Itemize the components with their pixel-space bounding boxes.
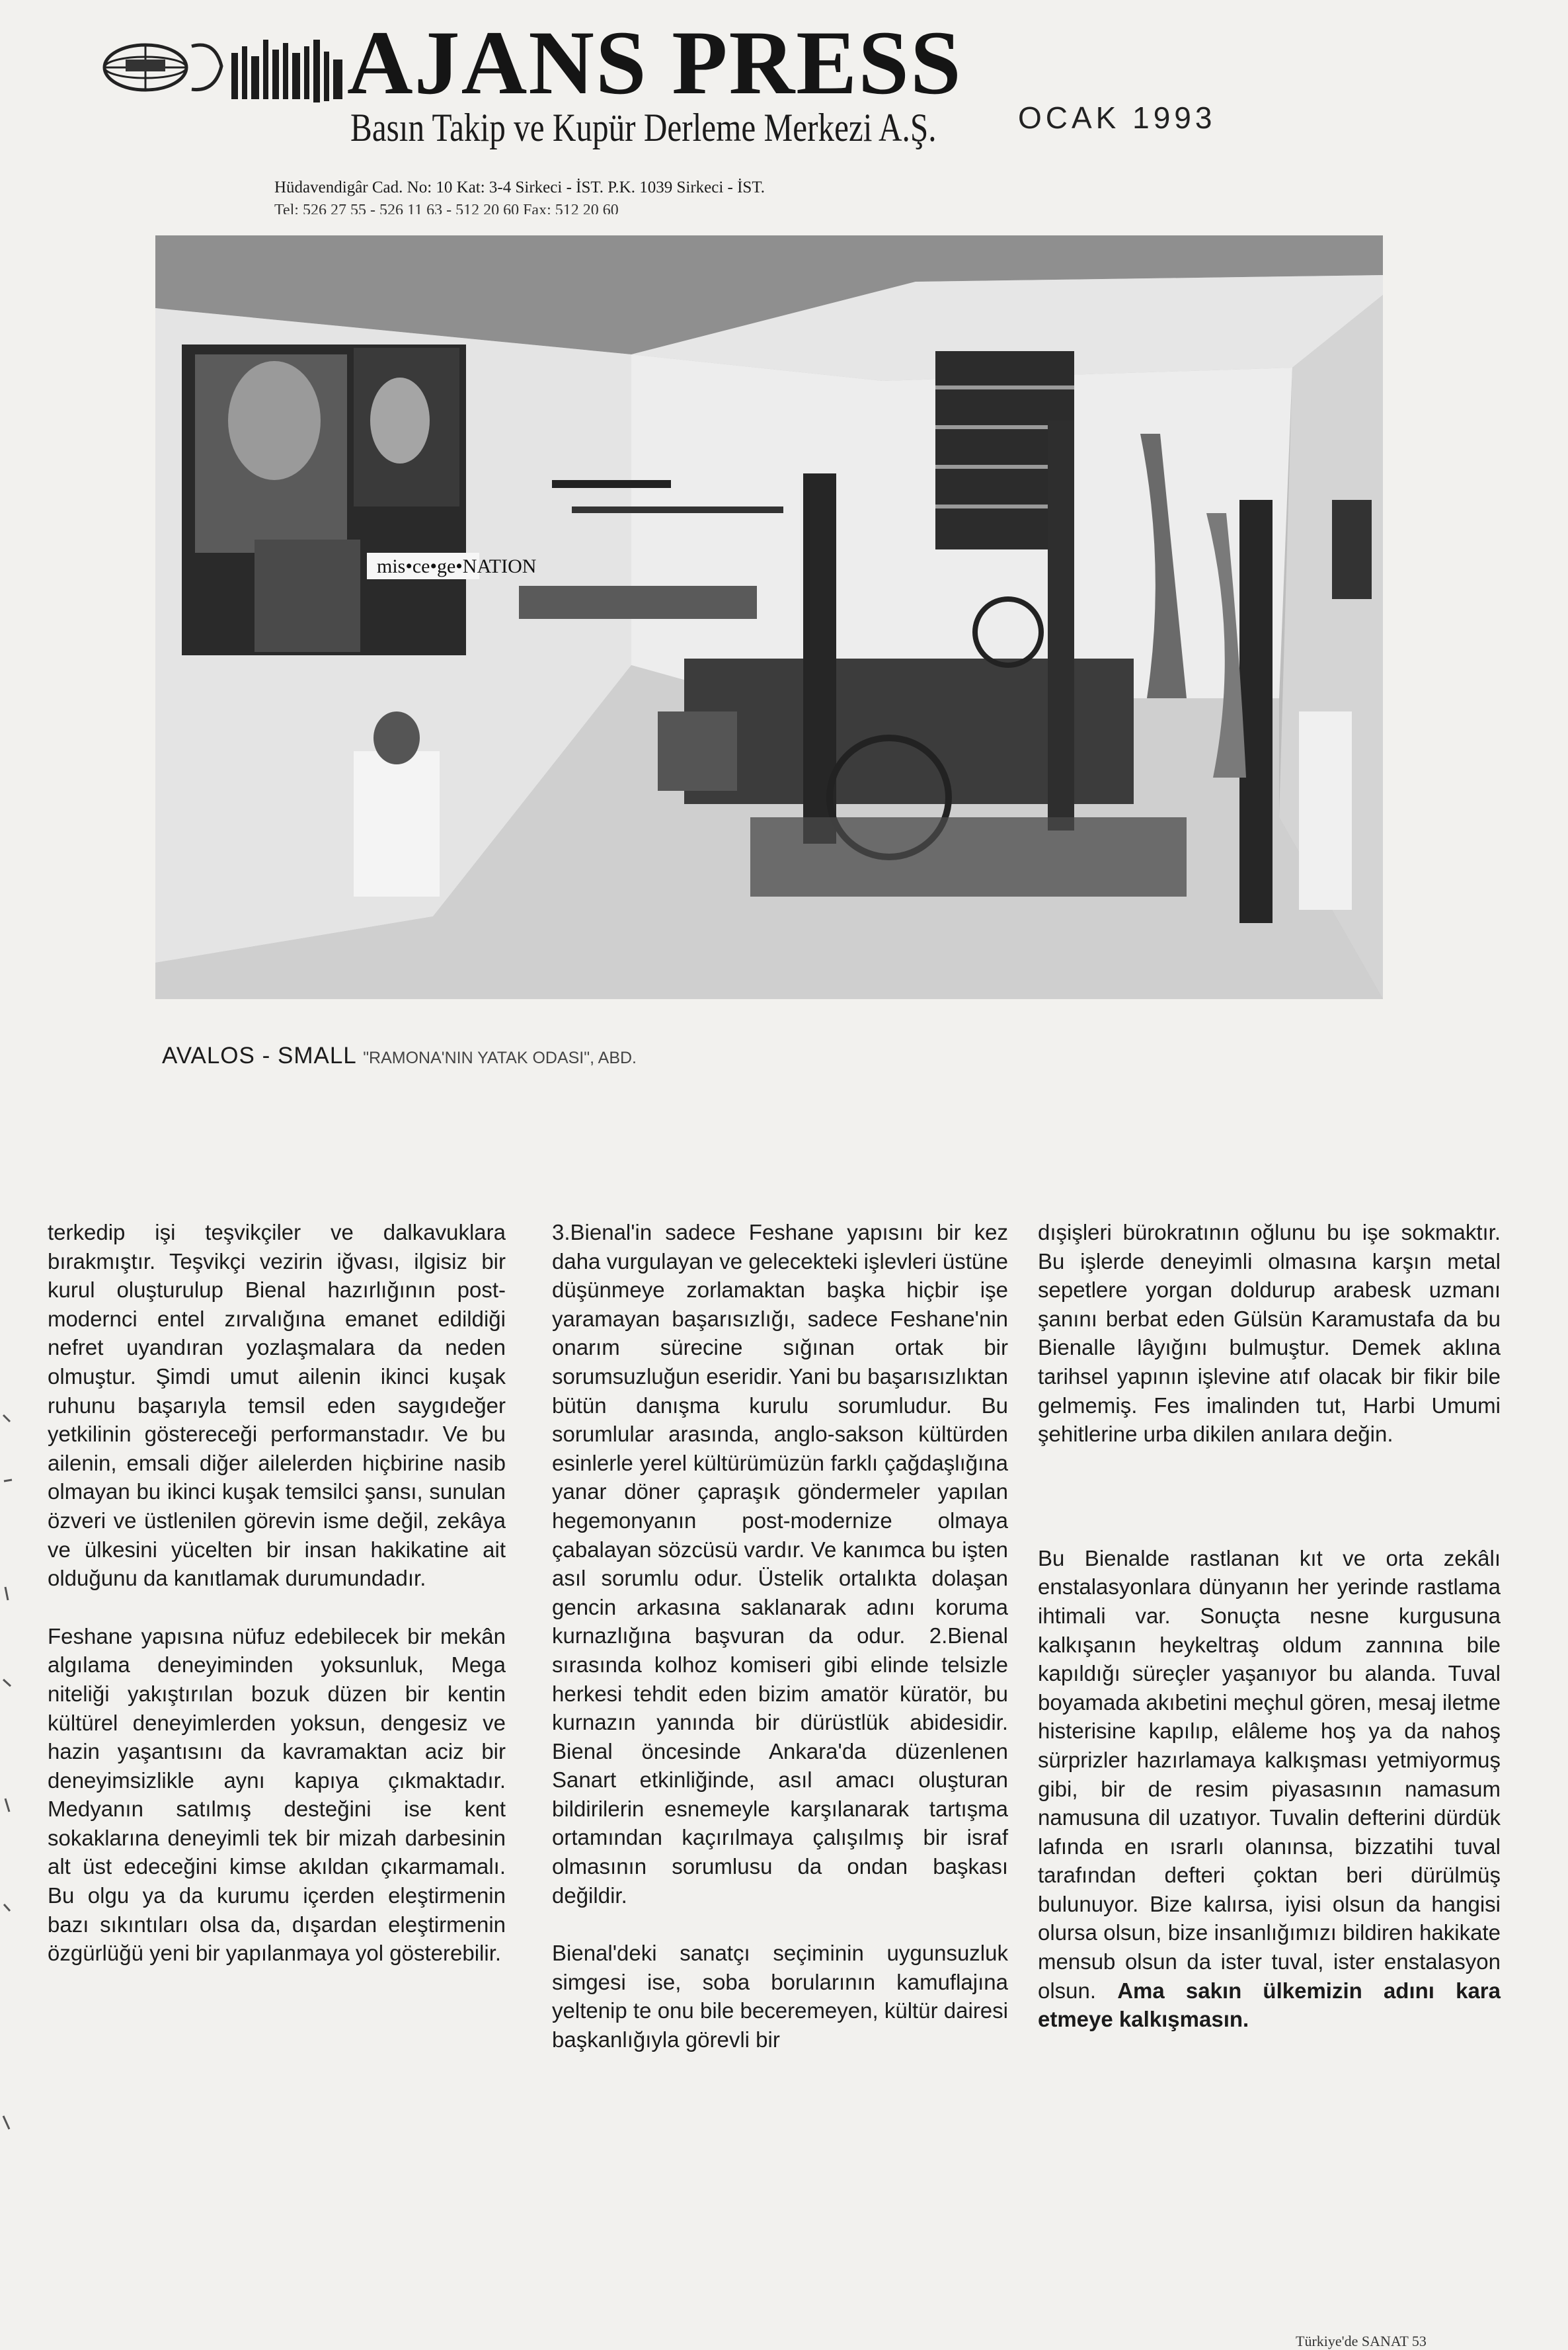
article-paragraph: 3.Bienal'in sadece Feshane yapısını bir kez daha vurgulayan ve gelecekteki işlevleri üstüne düşünmeye zorlamaktan başka hiçbir işe yaramayan başarısızlığı, sadece Feshane'nin onarım sürecine sığınan ortak bir sorumsuzluğun eseridir. Yani bu başarısızlıktan bütün danışma kurulu sorumludur. Bu sorumlular arasında, anglo-sakson kültürden esinlerle yerel kültürümüzün farklı çağdaşlığına yanar döner çapraşık göndermeler yapılan hegemonyanın post-modernize olmaya çabalayan sözcüsü vardır. Ve kanımca bu işten asıl sorumlu odur. Üstelik ortalıkta dolaşan gencin arkasına saklanarak adını koruma kurnazlığına başvuran da odur. 2.Bienal sırasında kolhoz komiseri gibi elinde telsizle herkesi tehdit eden bizim amatör küratör, bu kurnazın yanında bir dürüstlük abidesidir. Bienal öncesinde Ankara'da düzenlenen Sanart etkinliğinde, asıl amacı oluşturan bildirilerin esnemeyle karşılanarak tartışma ortamından kaçırılmaya çalışılmış bir israf olmasının sorumlusu da ondan başkası değildir. <box>552 1220 1008 1908</box>
installation-photo <box>155 235 1383 999</box>
article-paragraph: terkedip işi teşvikçiler ve dalkavuklara bırakmıştır. Teşvikçi vezirin iğvası, ilgisiz bir kurul oluşturulup Bienal hazırlığının post-modernci entel zırvalığına emanet edildiği nefret uyandıran yozlaşmalara da neden olmuştur. Şimdi umut ailenin ikinci kuşak ruhunu başarıyla temsil eden saygıdeğer yetkilinin göstereceği performanstadır. Ve bu ailenin, emsali diğer ailelerden hiçbirine nasib olmayan bu ikinci kuşak temsilci şansı, sunulan özveri ve üstlenilen görevin isme değil, zekâya ve ülkesini yücelten bir insan hakikatine ait olduğunu da kanıtlamak durumundadır. <box>48 1220 506 1591</box>
brand-subtitle: Basın Takip ve Kupür Derleme Merkezi A.Ş. <box>350 106 937 149</box>
caption-title: "RAMONA'NIN YATAK ODASI", ABD. <box>363 1049 637 1067</box>
phone-line: Tel: 526 27 55 - 526 11 63 - 512 20 60 Fax: 512 20 60 <box>274 202 619 214</box>
article-paragraph: dışişleri bürokratının oğlunu bu işe sokmaktır. Bu işlerde deneyimli olmasına karşın metal sepetlere yorgan doldurup arabesk uzmanı şanını berbat eden Gülsün Karamustafa da bu Bienalle lâyığını bulmuştur. Demek aklına tarihsel yapının işlevine atıf olacak bir fikir bile gelmemiş. Fes imalinden tut, Harbi Umumi şehitlerine urba dikilen anılara değin. <box>1038 1220 1501 1447</box>
article-column-3 <box>1038 1218 1501 2034</box>
article-paragraph: Feshane yapısına nüfuz edebilecek bir mekân algılama deneyiminden yoksunluk, Mega niteliği yakıştırılan bozuk düzen bir kentin kültürel deneyimlerden yoksun, dengesiz ve hazin yaşantısını da kavramaktan aciz bir deneyimsizlikle aynı kapıya çıkmaktadır. Medyanın satılmış desteğini ise kent sokaklarına deneyimli tek bir mizah darbesinin alt üst edeceğini kimse akıldan çıkarmamalı. Bu olgu ya da kurumu içerden eleştirmenin bazı sıkıntıları olsa da, dışardan eleştirmenin özgürlüğü yeni bir yapılanmaya yol gösterebilir. <box>48 1623 506 1966</box>
caption-artist: AVALOS - SMALL <box>162 1043 356 1069</box>
article-closing-text: Ama sakın ülkemizin adını kara etmeye kalkışmasın. <box>1038 1978 1501 2032</box>
article-column-2 <box>552 1218 1008 2054</box>
scan-edge-marks <box>0 1402 20 2328</box>
ajans-press-logo <box>99 26 350 112</box>
article-column-1 <box>48 1218 506 1968</box>
brand-name: AJANS PRESS <box>347 12 962 113</box>
wall-text: mis•ce•ge•NATION <box>377 555 537 577</box>
article-text: Bu Bienalde rastlanan kıt ve orta zekâlı enstalasyonlara dünyanın her yerinde rastlama ihtimali var. Sonuçta nesne kurgusuna kalkışanın heykeltraş oldum zannına bile kapıldığı süreçler yaşanıyor bu alanda. Tuval boyamada akıbetini meçhul gören, mesaj iletme histerisine kapılıp, elâleme hoş ya da nahoş sürprizler hazırlamaya kalkışması yetmiyormuş gibi, bir de resim piyasasının namasum namusuna dil uzatıyor. Tuvalin defterini dürdük lafında en ısrarlı olanınsa, bizzatihi tuval tarafından defteri çoktan beri dürülmüş bulunuyor. Bize kalırsa, iyisi olsun da hangisi olursa olsun, bize insanlığımızı bildiren hakikate mensub olsun da ister tuval, ister enstalasyon olsun. <box>1038 1545 1501 2003</box>
clipping-date: OCAK 1993 <box>1018 101 1216 135</box>
page-reference: Türkiye'de SANAT 53 <box>1296 2333 1427 2349</box>
address-line: Hüdavendigâr Cad. No: 10 Kat: 3-4 Sirkeci - İST. P.K. 1039 Sirkeci - İST. <box>274 179 765 196</box>
article-paragraph: Bienal'deki sanatçı seçiminin uygunsuzluk simgesi ise, soba borularının kamuflajına yeltenip te onu bile beceremeyen, kültür dairesi başkanlığıyla görevli bir <box>552 1941 1008 2052</box>
article-paragraph <box>1038 1544 1501 2034</box>
photo-caption <box>162 1042 637 1072</box>
